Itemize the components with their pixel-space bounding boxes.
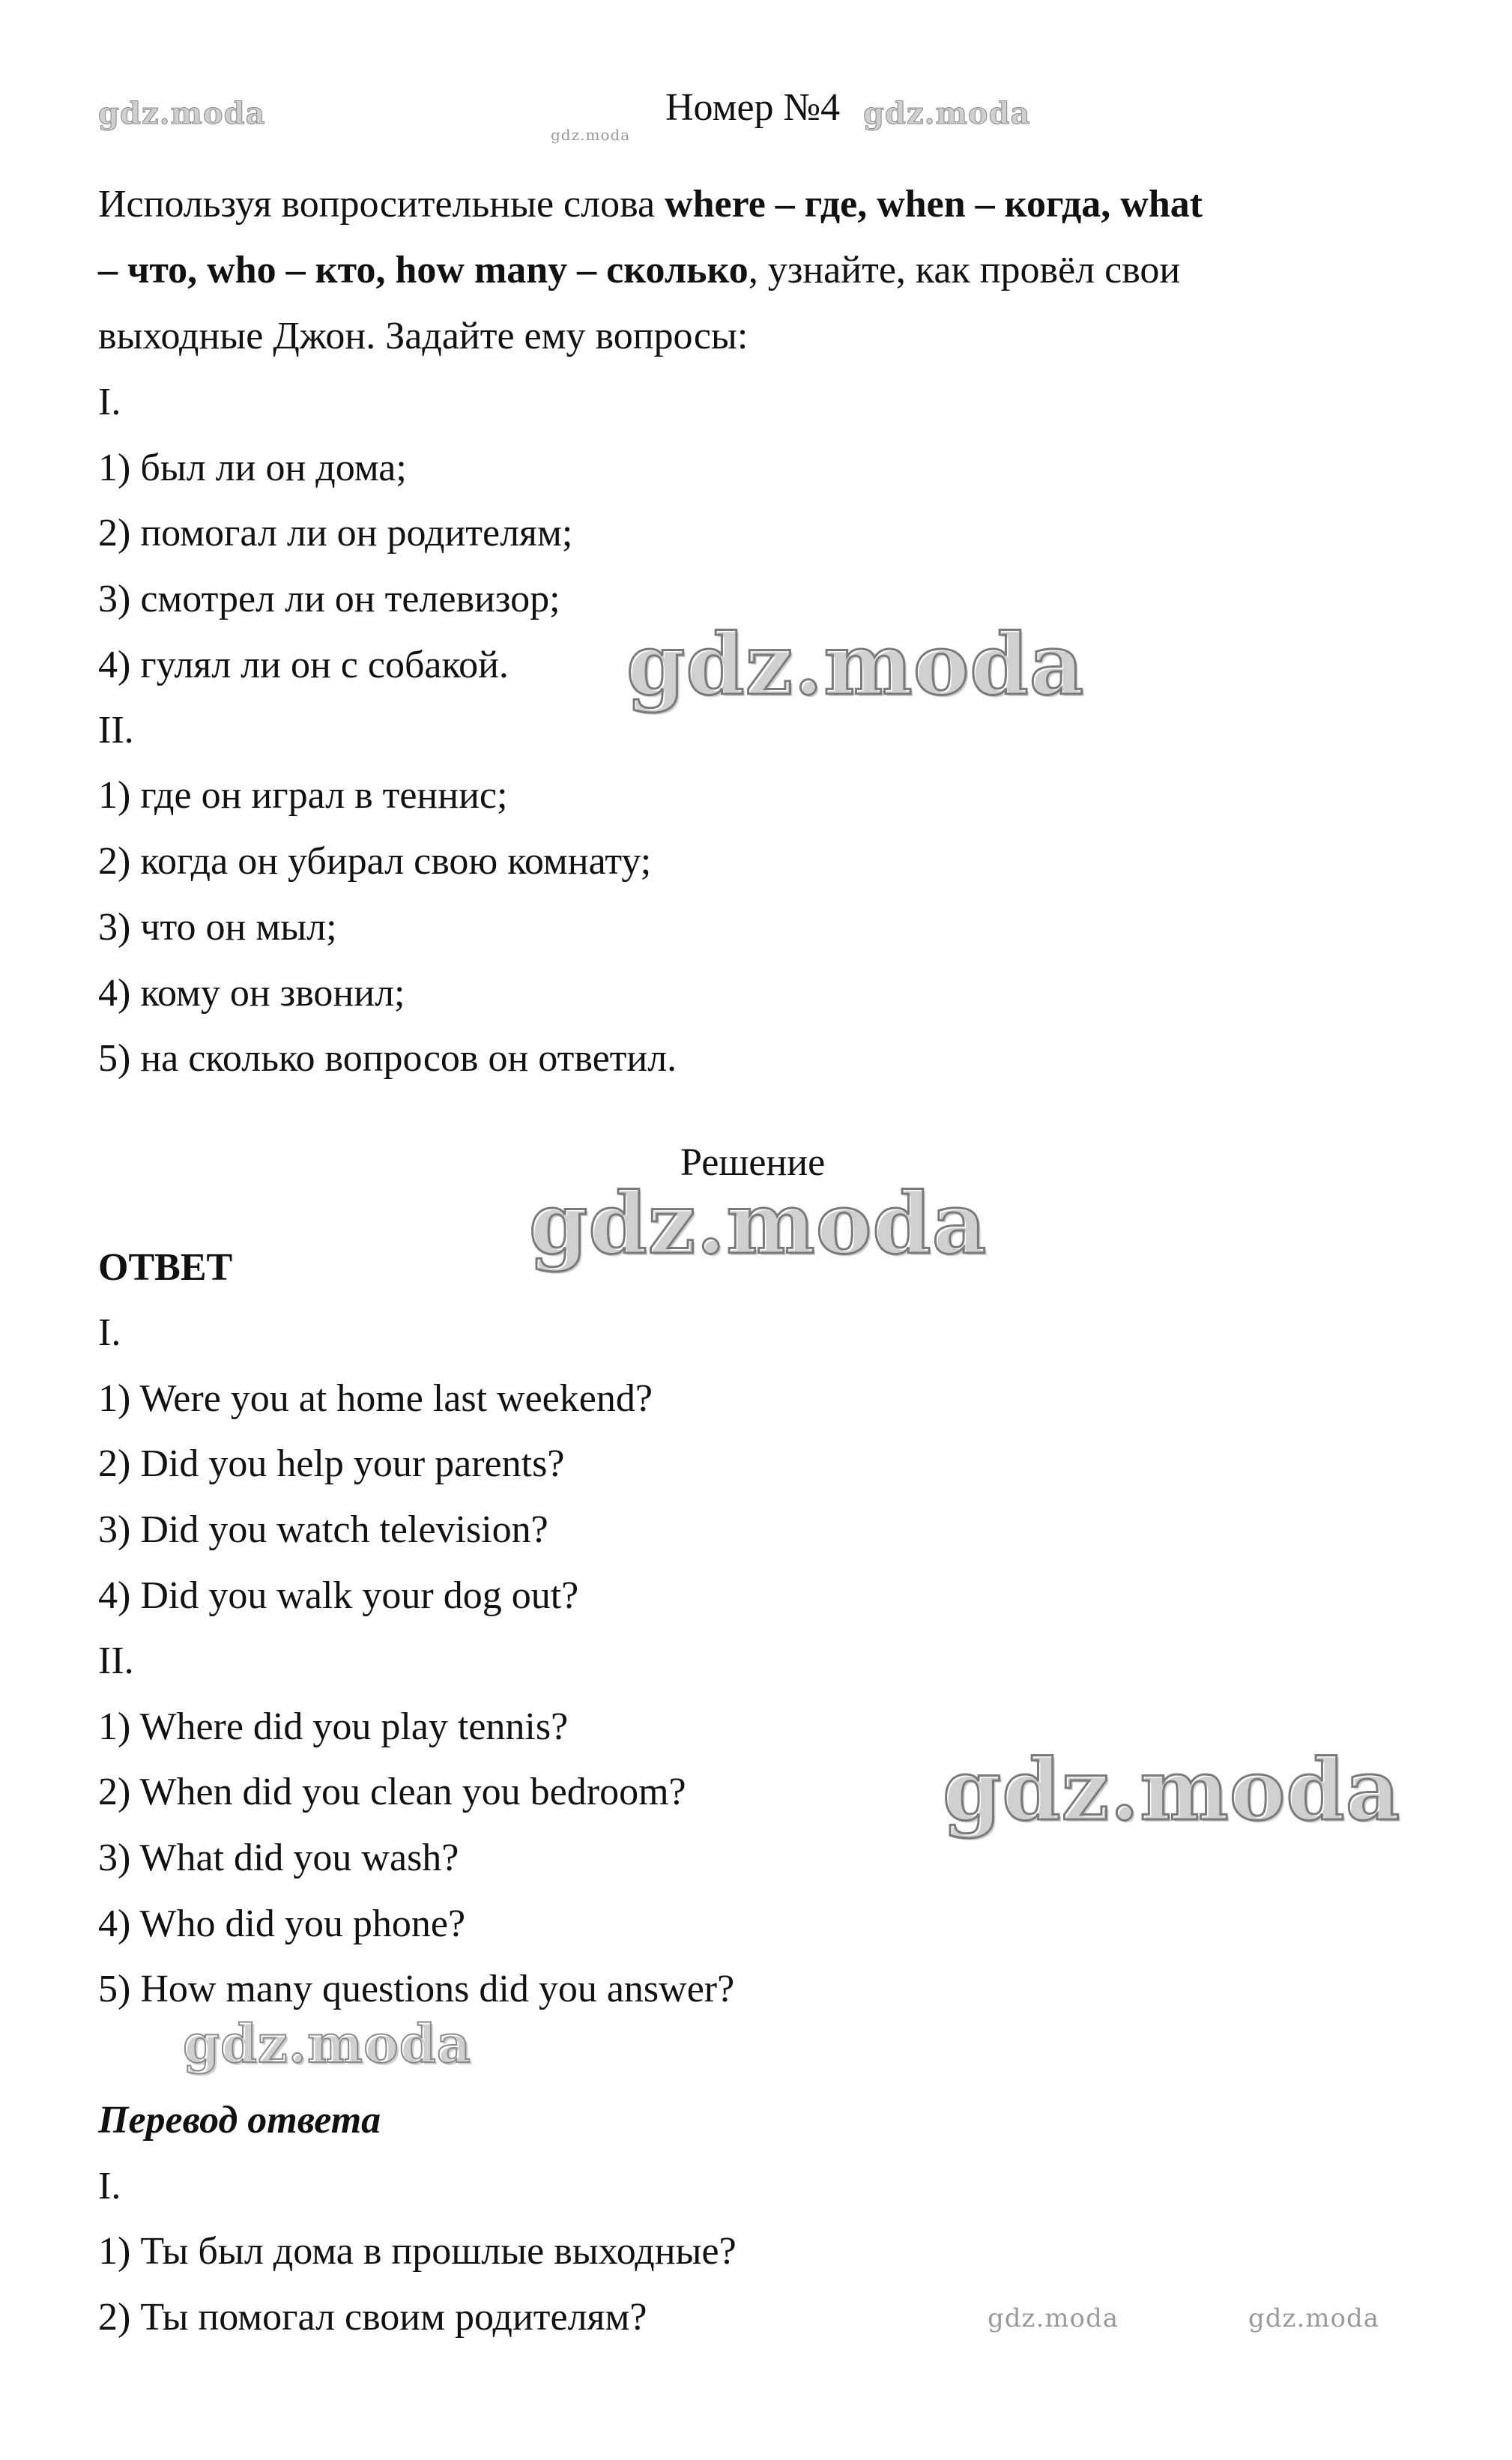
page-title: Номер №4	[665, 86, 841, 129]
task-part-1-item: 4) гулял ли он с собакой.	[98, 644, 509, 686]
task-line-1-plain: Используя вопросительные слова	[98, 183, 665, 226]
task-line-2	[98, 248, 1180, 293]
answer-part-1-item: 2) Did you help your parents?	[98, 1442, 565, 1485]
answer-label: ОТВЕТ	[98, 1246, 233, 1289]
watermark-top-right: gdz.moda	[863, 96, 1031, 131]
watermark-lower-left: gdz.moda	[183, 2013, 472, 2075]
task-part-1-item: 3) смотрел ли он телевизор;	[98, 578, 560, 620]
translation-part-1-item: 1) Ты был дома в прошлые выходные?	[98, 2230, 737, 2273]
task-part-2-item: 5) на сколько вопросов он ответил.	[98, 1037, 677, 1080]
answer-part-2-item: 1) Where did you play tennis?	[98, 1705, 569, 1748]
watermark-top-tiny: gdz.moda	[551, 126, 631, 144]
task-line-2-plain: , узнайте, как провёл свои	[748, 249, 1181, 291]
answer-part-2-label: II.	[98, 1640, 134, 1682]
task-part-2-item: 3) что он мыл;	[98, 906, 337, 949]
watermark-middle-2: gdz.moda	[529, 1175, 988, 1273]
watermark-bottom-1: gdz.moda	[988, 2303, 1119, 2333]
task-part-2-item: 2) когда он убирал свою комнату;	[98, 840, 652, 883]
task-line-1-bold: where – где, when – когда, what	[665, 183, 1203, 226]
answer-part-2-item: 3) What did you wash?	[98, 1837, 459, 1879]
answer-part-2-item: 5) How many questions did you answer?	[98, 1968, 735, 2010]
solution-heading: Решение	[680, 1141, 826, 1184]
task-part-1-label: I.	[98, 381, 121, 423]
task-line-2-bold: – что, who – кто, how many – сколько	[98, 249, 749, 291]
task-part-2-label: II.	[98, 709, 134, 752]
task-part-2-item: 4) кому он звонил;	[98, 972, 405, 1015]
translation-part-1-item: 2) Ты помогал своим родителям?	[98, 2296, 647, 2339]
answer-part-1-item: 3) Did you watch television?	[98, 1508, 548, 1551]
answer-part-2-item: 2) When did you clean you bedroom?	[98, 1771, 686, 1813]
task-line-3: выходные Джон. Задайте ему вопросы:	[98, 315, 749, 357]
answer-part-2-item: 4) Who did you phone?	[98, 1903, 466, 1945]
task-part-2-item: 1) где он играл в теннис;	[98, 774, 508, 817]
watermark-middle-1: gdz.moda	[626, 616, 1085, 714]
watermark-middle-3: gdz.moda	[943, 1741, 1401, 1840]
watermark-top-left: gdz.moda	[98, 96, 266, 131]
translation-part-1-label: I.	[98, 2165, 121, 2207]
translation-heading: Перевод ответа	[98, 2099, 381, 2142]
answer-part-1-label: I.	[98, 1311, 121, 1354]
answer-part-1-item: 1) Were you at home last weekend?	[98, 1377, 653, 1420]
watermark-bottom-2: gdz.moda	[1248, 2303, 1379, 2333]
task-line-1	[98, 182, 1203, 227]
task-part-1-item: 2) помогал ли он родителям;	[98, 512, 573, 554]
task-part-1-item: 1) был ли он дома;	[98, 447, 407, 489]
answer-part-1-item: 4) Did you walk your dog out?	[98, 1574, 579, 1617]
